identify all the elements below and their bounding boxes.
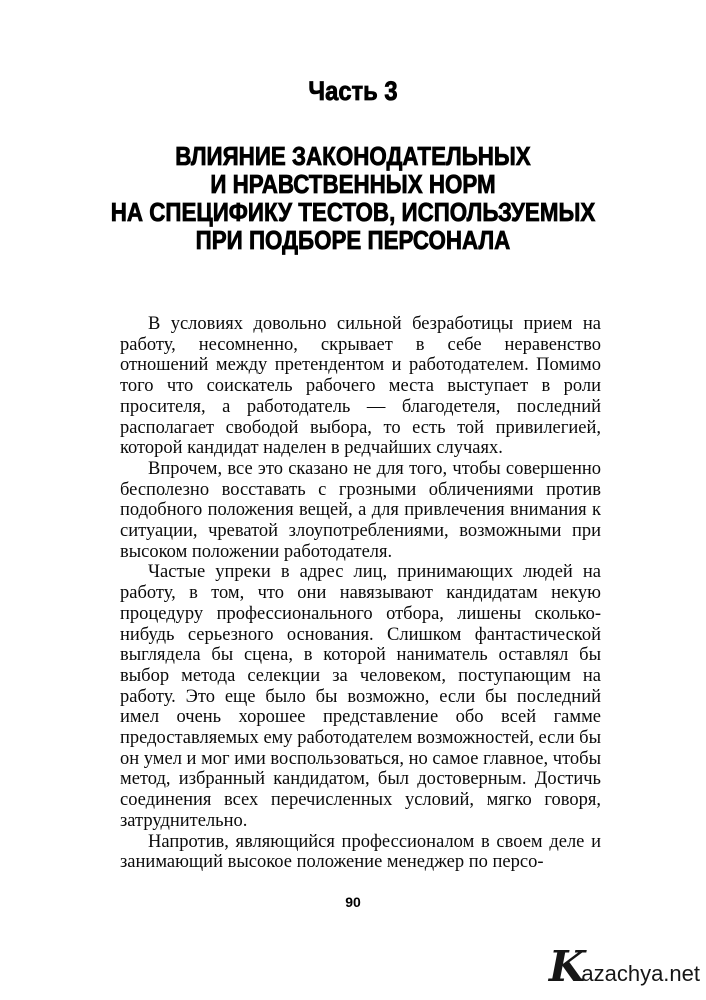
chapter-title bbox=[49, 142, 656, 254]
watermark-initial-letter: K bbox=[548, 942, 586, 991]
paragraph-1: В условиях довольно сильной безработицы прием на работу, несомненно, скрывает в себе неравенство отношений между претендентом и работодателем. Помимо того что соискатель рабочего места выступает в роли просителя, а работодатель — благодетеля, последний располагает свободой выбора, то есть той привилегией, которой кандидат наделен в редчайших случаях. bbox=[120, 314, 601, 459]
chapter-title-line-4: ПРИ ПОДБОРЕ ПЕРСОНАЛА bbox=[195, 225, 511, 255]
paragraph-3: Частые упреки в адрес лиц, принимающих людей на работу, в том, что они навязывают кандидатам некую процедуру профессионального отбора, лишены сколько-нибудь серьезного основания. Слишком фантастической выглядела бы сцена, в которой наниматель оставлял бы выбор метода селекции за человеком, поступающим на работу. Это еще было бы возможно, если бы последний имел очень хорошее представление обо всей гамме предоставляемых ему работодателем возможностей, если бы он умел и мог ими воспользоваться, но самое главное, чтобы метод, избранный кандидатом, был достоверным. Достичь соединения всех перечисленных условий, мягко говоря, затруднительно. bbox=[120, 562, 601, 831]
chapter-title-line-2: И НРАВСТВЕННЫХ НОРМ bbox=[210, 169, 496, 199]
page-number: 90 bbox=[345, 894, 361, 910]
body-text bbox=[120, 314, 601, 873]
chapter-title-line-3: НА СПЕЦИФИКУ ТЕСТОВ, ИСПОЛЬЗУЕМЫХ bbox=[110, 197, 596, 227]
part-label: Часть 3 bbox=[308, 76, 398, 106]
paragraph-2: Впрочем, все это сказано не для того, чтобы совершенно бесполезно восставать с грозными обличениями против подобного положения вещей, а для привлечения внимания к ситуации, чреватой злоупотреблениями, возможными при высоком положении работодателя. bbox=[120, 458, 601, 562]
watermark-text: azachya.net bbox=[581, 961, 700, 986]
paragraph-4: Напротив, являющийся профессионалом в своем деле и занимающий высокое положение менеджер по персо- bbox=[120, 831, 601, 873]
watermark bbox=[548, 942, 700, 991]
chapter-title-line-1: ВЛИЯНИЕ ЗАКОНОДАТЕЛЬНЫХ bbox=[175, 141, 531, 171]
